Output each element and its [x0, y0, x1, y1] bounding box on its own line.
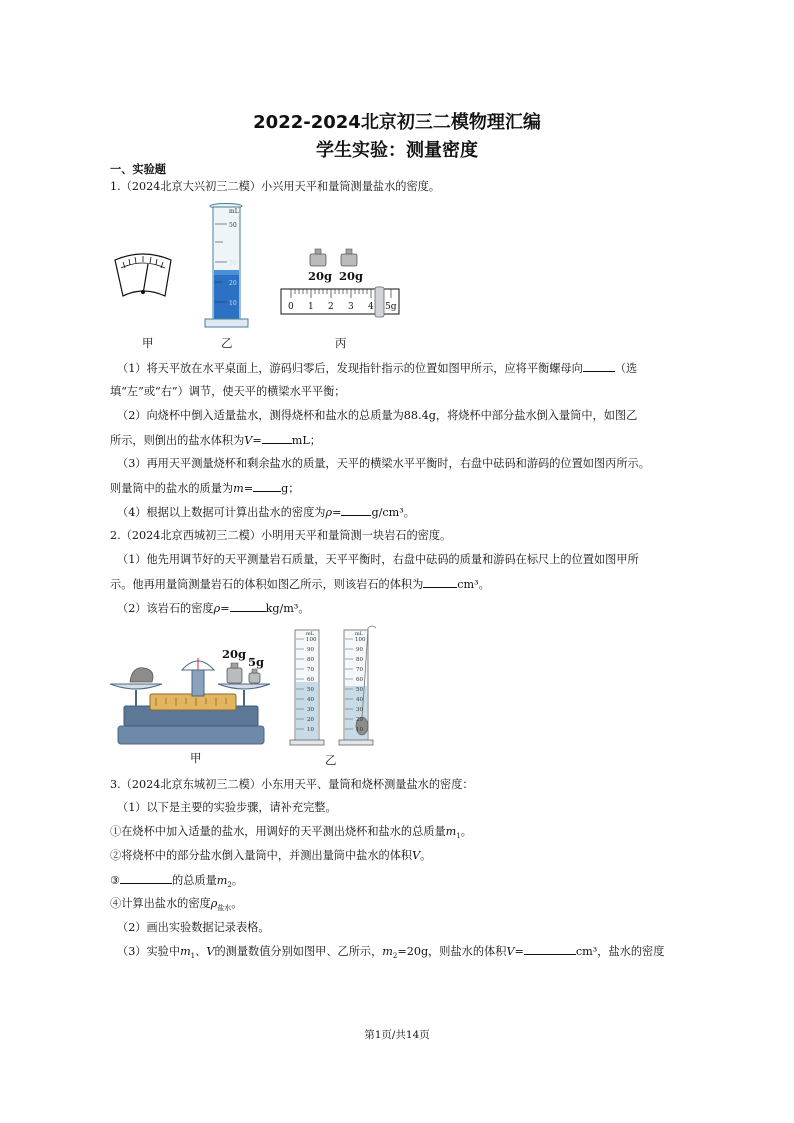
- cyl-yi-tick: 20: [229, 280, 237, 287]
- text: （1）将天平放在水平桌面上，游码归零后，发现指针指示的位置如图甲所示，应将平衡螺母向: [117, 362, 583, 375]
- ruler-tick: 1: [308, 302, 314, 312]
- text: （4）根据以上数据可计算出盐水的密度为: [117, 506, 326, 519]
- q2-stem: 2.（2024北京西城初三二模）小明用天平和量筒测一块岩石的密度。: [110, 529, 452, 542]
- cyl-unit: mL: [355, 631, 364, 637]
- text: （选: [614, 362, 638, 375]
- q2-part2: （2）该岩石的密度ρ= kg/m³。: [117, 602, 310, 615]
- text: mL；: [291, 434, 321, 447]
- rider-ruler: [281, 287, 399, 317]
- cyl-yi-tick: 30: [229, 260, 237, 267]
- text: 所示，则倒出的盐水体积为: [110, 434, 245, 447]
- weight-label: 20g: [308, 269, 333, 283]
- text: kg/m³。: [265, 602, 310, 615]
- weight-label: 5g: [248, 655, 265, 669]
- tick: 80: [307, 657, 314, 663]
- tick: 30: [307, 707, 314, 713]
- text: （3）实验中: [117, 945, 181, 958]
- q2-part1-cont: [110, 576, 490, 592]
- text: ②将烧杯中的部分盐水倒入量筒中，并测出量筒中盐水的体积: [110, 849, 413, 862]
- q3-step3: ③ 的总质量$m_2$。: [110, 874, 244, 890]
- text: ④计算出盐水的密度: [110, 897, 211, 910]
- cyl-yi-tick: 50: [229, 222, 237, 229]
- q3-step4: ④计算出盐水的密度$\rho_{盐水}$。: [110, 897, 243, 913]
- cyl-unit: mL: [306, 631, 315, 637]
- tick: 90: [307, 647, 314, 653]
- q2-part1: （1）他先用调节好的天平测量岩石质量，天平平衡时，右盘中砝码的质量和游码在标尺上的位置如图甲所: [117, 553, 639, 566]
- q1-figures: [105, 198, 405, 348]
- text: 示。他再用量筒测量岩石的体积如图乙所示，则该岩石的体积为: [110, 578, 424, 591]
- q2-figures: [110, 622, 390, 752]
- answer-blank[interactable]: [253, 480, 281, 492]
- tick: 80: [356, 657, 363, 663]
- tick: 70: [356, 667, 363, 673]
- text: g/cm³。: [371, 506, 415, 519]
- page-title: 2022-2024北京初三二模物理汇编: [253, 112, 541, 133]
- answer-blank[interactable]: [423, 576, 457, 588]
- tick: 10: [307, 727, 314, 733]
- cyl-yi-unit: mL: [229, 208, 239, 215]
- page-footer: 第1页/共14页: [364, 1029, 430, 1041]
- text: ①在烧杯中加入适量的盐水，用调好的天平测出烧杯和盐水的总质量: [110, 825, 446, 838]
- q1-part2: （2）向烧杯中倒入适量盐水，测得烧杯和盐水的总质量为88.4g，将烧杯中部分盐水倒入量筒中，如图乙: [117, 409, 638, 422]
- tick: 100: [306, 637, 317, 643]
- ruler-tick: 2: [328, 302, 334, 312]
- tick: 20: [356, 717, 363, 723]
- page-subtitle: 学生实验：测量密度: [316, 140, 478, 161]
- text: g；: [281, 482, 300, 495]
- cylinder-yi: [205, 204, 248, 328]
- weight-label: 20g: [222, 647, 247, 661]
- cylinder-left: [290, 630, 324, 745]
- tick: 60: [307, 677, 314, 683]
- tick: 90: [356, 647, 363, 653]
- tick: 100: [355, 637, 366, 643]
- q1-part3-cont: 则量筒中的盐水的质量为m= g；: [110, 482, 300, 495]
- text: cm³。: [457, 578, 490, 591]
- tick: 20: [307, 717, 314, 723]
- answer-blank[interactable]: [120, 872, 172, 884]
- fig-label-jia: 甲: [190, 751, 202, 765]
- tick: 40: [307, 697, 314, 703]
- weights-bing: [308, 249, 363, 283]
- text: =20g，则盐水的体积: [397, 945, 507, 958]
- ruler-tick: 0: [288, 302, 294, 312]
- tick: 50: [356, 687, 363, 693]
- section-heading: 一、实验题: [110, 163, 166, 176]
- text: 的测量数值分别如图甲、乙所示，: [214, 945, 383, 958]
- text: 的总质量: [172, 874, 217, 887]
- fig-label-bing: 丙: [335, 336, 347, 350]
- q3-step1: ①在烧杯中加入适量的盐水，用调好的天平测出烧杯和盐水的总质量$m_1$。: [110, 825, 472, 841]
- cylinder-right: [339, 626, 376, 745]
- fig-label-yi: 乙: [325, 753, 337, 767]
- tick: 10: [356, 727, 363, 733]
- cyl-yi-tick: 10: [229, 300, 237, 307]
- text: cm³，盐水的密度: [575, 945, 665, 958]
- q3-part3: （3）实验中$m_1$、V的测量数值分别如图甲、乙所示，$m_2=20g$，则盐水的体积V= cm³，盐水的密度: [117, 945, 665, 961]
- q3-step2: ②将烧杯中的部分盐水倒入量筒中，并测出量筒中盐水的体积V。: [110, 849, 432, 862]
- q1-part1-cont: 填“左”或“右”）调节，使天平的横梁水平平衡；: [110, 385, 346, 398]
- answer-blank[interactable]: [230, 600, 266, 612]
- q3-stem: 3.（2024北京东城初三二模）小东用天平、量筒和烧杯测量盐水的密度：: [110, 778, 474, 791]
- q1-part3: （3）再用天平测量烧杯和剩余盐水的质量，天平的横梁水平平衡时，右盘中砝码和游码的位置如图丙所示。: [117, 457, 650, 470]
- q1-part1: [117, 360, 637, 376]
- fig-label-jia: 甲: [142, 336, 154, 350]
- answer-blank[interactable]: [524, 943, 576, 955]
- q3-part1: （1）以下是主要的实验步骤，请补充完整。: [117, 801, 337, 814]
- tick: 70: [307, 667, 314, 673]
- weight-label: 20g: [339, 269, 364, 283]
- answer-blank[interactable]: [262, 432, 292, 444]
- ruler-tick: 4: [368, 302, 374, 312]
- balance-pointer-dial: [115, 254, 171, 296]
- tick: 60: [356, 677, 363, 683]
- text: ③: [110, 874, 121, 887]
- q1-part2-cont: 所示，则倒出的盐水体积为V= mL；: [110, 434, 321, 447]
- tick: 30: [356, 707, 363, 713]
- q1-stem: 1.（2024北京大兴初三二模）小兴用天平和量筒测量盐水的密度。: [110, 180, 441, 193]
- ruler-tick: 5g: [385, 302, 397, 312]
- text: 则量筒中的盐水的质量为: [110, 482, 234, 495]
- fig-label-yi: 乙: [221, 336, 233, 350]
- q1-part4: （4）根据以上数据可计算出盐水的密度为ρ= g/cm³。: [117, 506, 415, 519]
- answer-blank[interactable]: [341, 504, 371, 516]
- q3-part2: （2）画出实验数据记录表格。: [117, 921, 270, 934]
- text: （2）该岩石的密度: [117, 602, 214, 615]
- tick: 40: [356, 697, 363, 703]
- answer-blank[interactable]: [583, 360, 615, 372]
- balance-jia: [110, 647, 270, 744]
- tick: 50: [307, 687, 314, 693]
- ruler-tick: 3: [348, 302, 354, 312]
